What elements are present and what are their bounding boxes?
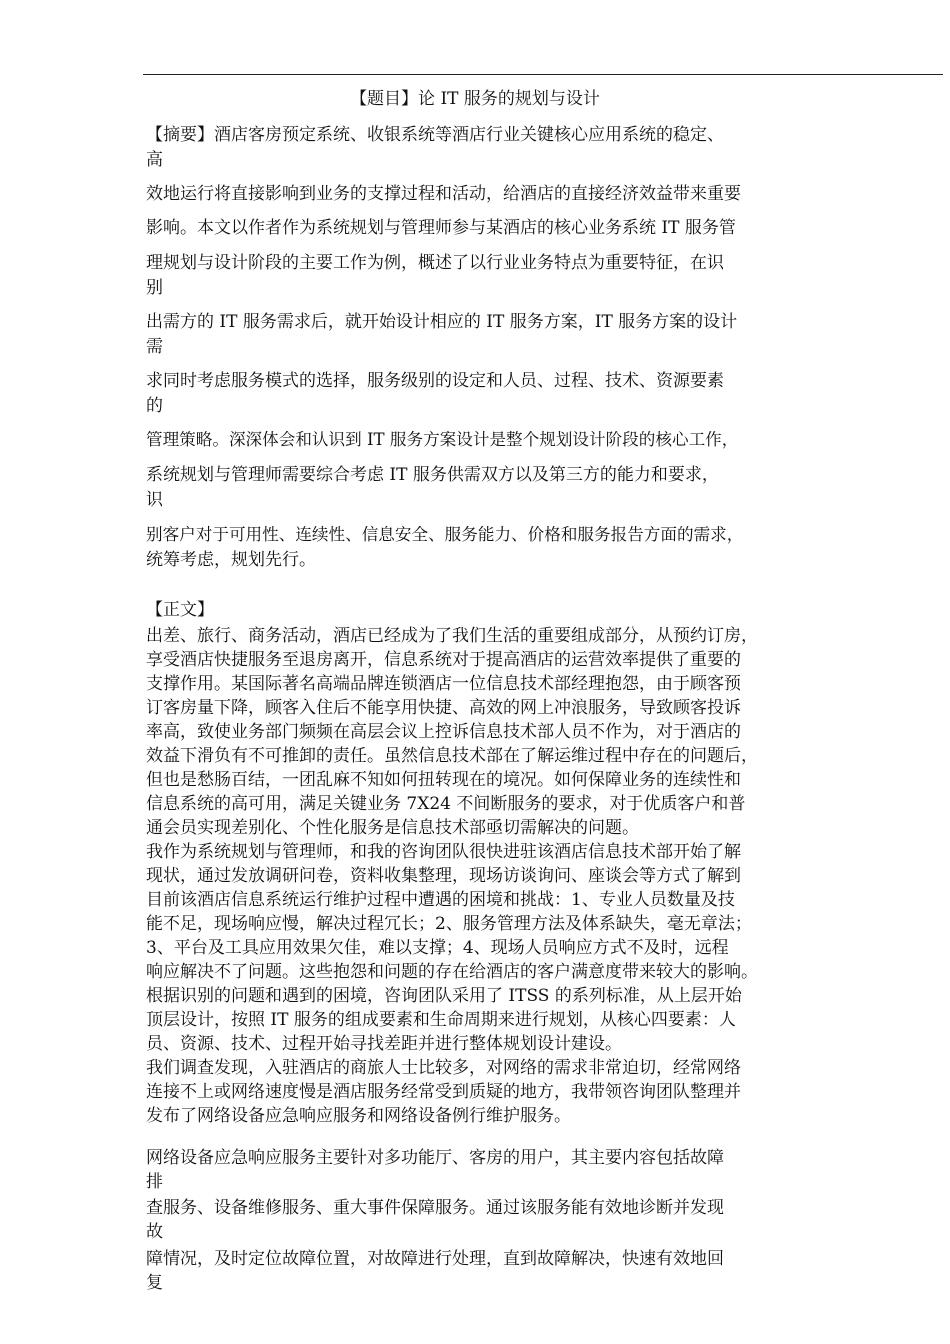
abstract-line: 出需方的 IT 服务需求后，就开始设计相应的 IT 服务方案，IT 服务方案的设计 (146, 312, 738, 332)
tail-line: 复 (146, 1273, 163, 1293)
body-line: 订客房量下降，顾客入住后不能享用快捷、高效的网上冲浪服务，导致顾客投诉 (146, 698, 741, 718)
abstract-line: 别客户对于可用性、连续性、信息安全、服务能力、价格和服务报告方面的需求， (146, 525, 744, 544)
abstract-line: 高 (146, 150, 163, 170)
abstract-line: 统筹考虑，规划先行。 (146, 550, 316, 570)
tail-line: 障情况，及时定位故障位置，对故障进行处理，直到故障解决，快速有效地回 (146, 1249, 724, 1269)
body-line: 响应解决不了问题。这些抱怨和问题的存在给酒店的客户满意度带来较大的影响。 (146, 962, 758, 982)
header-rule (143, 74, 943, 75)
body-line: 信息系统的高可用，满足关键业务 7X24 不间断服务的要求，对于优质客户和普 (146, 794, 746, 814)
abstract-line: 【摘要】酒店客房预定系统、收银系统等酒店行业关键核心应用系统的稳定、 (146, 125, 724, 145)
abstract-line: 的 (146, 396, 163, 416)
tail-line: 排 (146, 1172, 163, 1192)
body-line: 我作为系统规划与管理师，和我的咨询团队很快进驻该酒店信息技术部开始了解 (146, 842, 741, 862)
body-line: 根据识别的问题和遇到的困境，咨询团队采用了 ITSS 的系列标准，从上层开始 (146, 986, 742, 1006)
body-line: 现状，通过发放调研问卷，资料收集整理，现场访谈询问、座谈会等方式了解到 (146, 866, 741, 886)
abstract-line: 求同时考虑服务模式的选择，服务级别的设定和人员、过程、技术、资源要素 (146, 371, 724, 391)
body-line: 通会员实现差别化、个性化服务是信息技术部亟切需解决的问题。 (146, 818, 639, 838)
abstract-line: 管理策略。深深体会和认识到 IT 服务方案设计是整个规划设计阶段的核心工作， (146, 430, 739, 449)
abstract-line: 识 (146, 490, 163, 510)
body-text (146, 624, 836, 1128)
abstract-line: 需 (146, 337, 163, 357)
body-line: 但也是愁肠百结，一团乱麻不知如何扭转现在的境况。如何保障业务的连续性和 (146, 770, 741, 790)
tail-line: 网络设备应急响应服务主要针对多功能厅、客房的用户，其主要内容包括故障 (146, 1148, 724, 1168)
body-line: 3、平台及工具应用效果欠佳，难以支撑；4、现场人员响应方式不及时，远程 (146, 938, 729, 958)
body-line: 支撑作用。某国际著名高端品牌连锁酒店一位信息技术部经理抱怨，由于顾客预 (146, 674, 741, 694)
body-line: 员、资源、技术、过程开始寻找差距并进行整体规划设计建设。 (146, 1034, 622, 1054)
body-heading: 【正文】 (146, 600, 214, 620)
body-line: 率高，致使业务部门频频在高层会议上控诉信息技术部人员不作为，对于酒店的 (146, 722, 741, 742)
body-line: 效益下滑负有不可推卸的责任。虽然信息技术部在了解运维过程中存在的问题后， (146, 746, 758, 766)
tail-line: 查服务、设备维修服务、重大事件保障服务。通过该服务能有效地诊断并发现 (146, 1198, 724, 1218)
body-line: 我们调查发现，入驻酒店的商旅人士比较多，对网络的需求非常迫切，经常网络 (146, 1058, 741, 1078)
body-line: 享受酒店快捷服务至退房离开，信息系统对于提高酒店的运营效率提供了重要的 (146, 650, 741, 670)
document-title: 【题目】论 IT 服务的规划与设计 (350, 89, 600, 109)
body-line: 顶层设计，按照 IT 服务的组成要素和生命周期来进行规划，从核心四要素：人 (146, 1010, 736, 1030)
body-line: 连接不上或网络速度慢是酒店服务经常受到质疑的地方，我带领咨询团队整理并 (146, 1082, 741, 1102)
body-line: 目前该酒店信息系统运行维护过程中遭遇的困境和挑战：1、专业人员数量及技 (146, 890, 735, 910)
abstract-line: 系统规划与管理师需要综合考虑 IT 服务供需双方以及第三方的能力和要求， (146, 465, 719, 485)
tail-line: 故 (146, 1222, 163, 1242)
abstract-line: 理规划与设计阶段的主要工作为例，概述了以行业业务特点为重要特征，在识 (146, 253, 724, 273)
body-line: 能不足，现场响应慢，解决过程冗长；2、服务管理方法及体系缺失，毫无章法； (146, 914, 752, 934)
body-line: 出差、旅行、商务活动，酒店已经成为了我们生活的重要组成部分，从预约订房， (146, 626, 758, 646)
body-line: 发布了网络设备应急响应服务和网络设备例行维护服务。 (146, 1106, 571, 1126)
abstract-line: 效地运行将直接影响到业务的支撑过程和活动，给酒店的直接经济效益带来重要 (146, 184, 741, 204)
abstract-line: 别 (146, 278, 163, 298)
abstract-line: 影响。本文以作者作为系统规划与管理师参与某酒店的核心业务系统 IT 服务管 (146, 218, 736, 238)
